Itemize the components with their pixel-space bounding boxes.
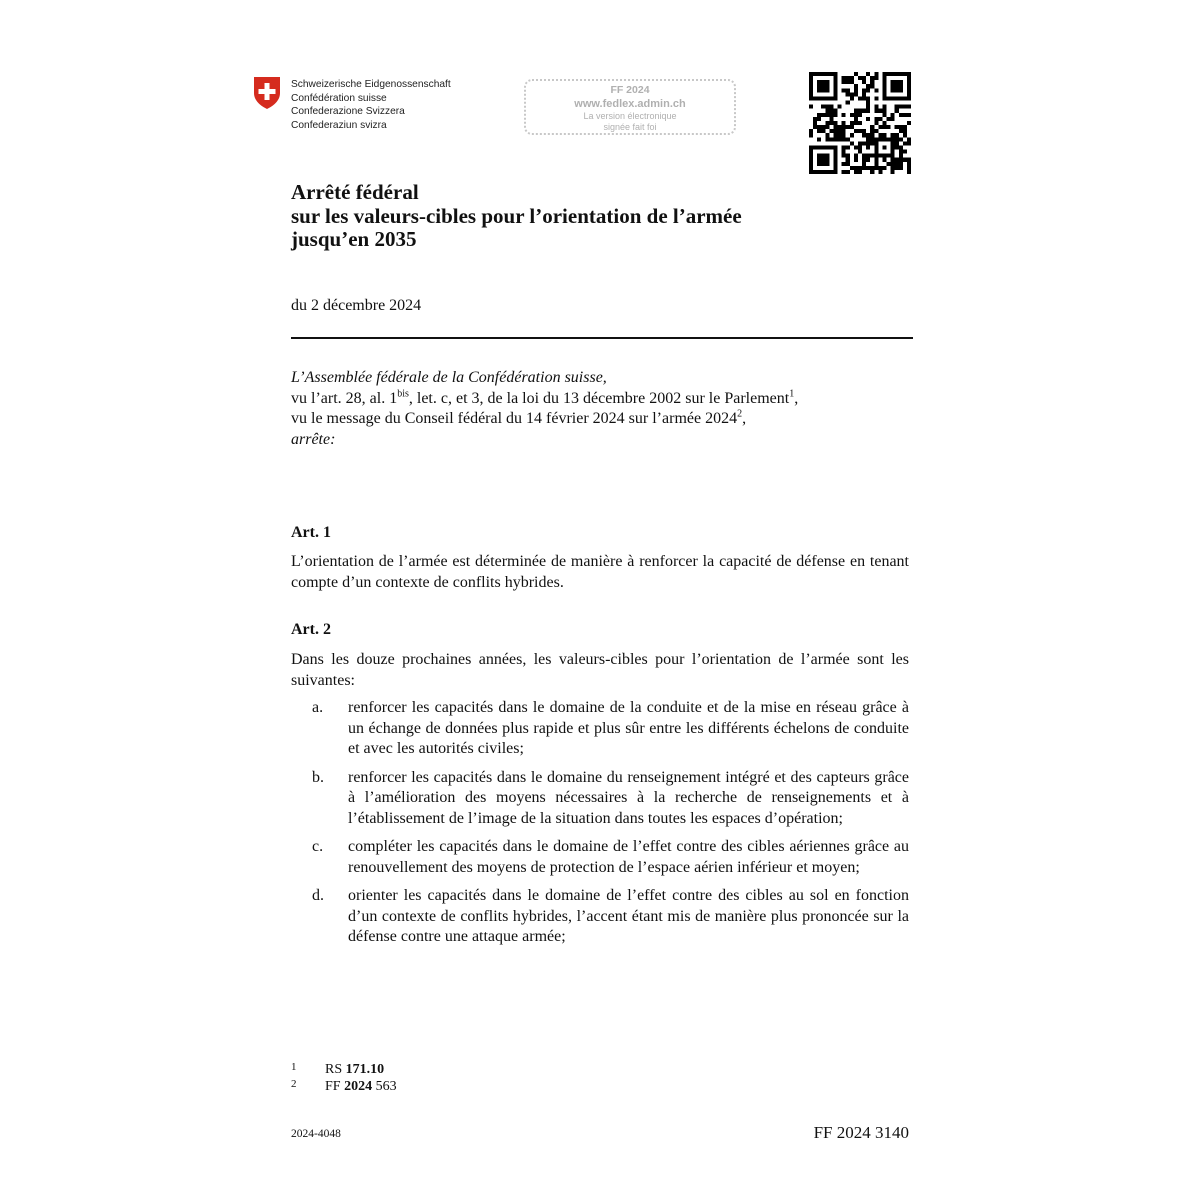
- document-number: 2024-4048: [291, 1128, 341, 1140]
- page-reference: FF 2024 3140: [813, 1123, 909, 1142]
- list-item-text: compléter les capacités dans le domaine de l’effet contre des cibles aériennes grâce au renouvellement des moyens de protection de l’espace aérien inférieur et moyen;: [348, 838, 909, 876]
- qr-code-icon: [809, 72, 911, 174]
- electronic-signature-stamp: [524, 79, 736, 135]
- document-title: [291, 181, 931, 252]
- stamp-line-2: www.fedlex.admin.ch: [574, 98, 686, 110]
- preamble-vu-2: [291, 409, 913, 430]
- preamble-vu-1: [291, 389, 913, 410]
- title-line-2: sur les valeurs-cibles pour l’orientation de l’armée: [291, 203, 742, 228]
- swiss-cross-shield-icon: [253, 76, 281, 110]
- list-item-text: renforcer les capacités dans le domaine du renseignement intégré et des capteurs grâce à l’amélioration des moyens nécessaires à la recherche de renseignements et à l’établissement de l’image de la situation dans toutes les espaces d’opération;: [348, 768, 909, 827]
- footnote-prefix: FF: [325, 1078, 345, 1094]
- federal-name-rm: Confederaziun svizra: [291, 119, 387, 131]
- federal-name-it: Confederazione Svizzera: [291, 106, 405, 117]
- vu2-text: vu le message du Conseil fédéral du 14 février 2024 sur l’armée 2024: [291, 410, 738, 427]
- article-2-intro: Dans les douze prochaines années, les valeurs-cibles pour l’orientation de l’armée sont les suivantes:: [291, 651, 909, 689]
- stamp-line-3: La version électronique: [583, 111, 677, 121]
- vu1-post: , let. c, et 3, de la loi du 13 décembre 2002 sur le Parlement: [408, 389, 790, 407]
- list-item-marker: d.: [312, 887, 324, 904]
- list-item-marker: a.: [312, 699, 324, 716]
- list-item-text: orienter les capacités dans le domaine de l’effet contre des cibles au sol en fonction d’un contexte de conflits hybrides, l’accent étant mis de manière plus prononcée sur la défense contre une attaque armée;: [348, 887, 909, 945]
- list-item-text: renforcer les capacités dans le domaine de la conduite et de la mise en réseau grâce à un échange de données plus rapide et plus sûr entre les différents échelons de conduite et avec les autorités civiles;: [348, 699, 909, 757]
- vu1-pre: vu l’art. 28, al. 1: [291, 389, 398, 407]
- federal-names: [291, 78, 451, 132]
- footnote-ref-2[interactable]: 2: [737, 408, 743, 420]
- federal-name-de: Schweizerische Eidgenossenschaft: [291, 79, 451, 90]
- document-date: du 2 décembre 2024: [291, 297, 422, 314]
- vu1-sup: bis: [397, 388, 409, 400]
- footnote-ref-1[interactable]: 1: [789, 388, 795, 400]
- list-item: [291, 837, 909, 878]
- footnote-suffix: 563: [372, 1078, 397, 1094]
- preamble: [291, 368, 913, 450]
- footnote-bold: 2024: [344, 1078, 373, 1094]
- footnote-number: 2: [291, 1077, 297, 1090]
- stamp-line-1: FF 2024: [610, 84, 650, 96]
- vu1-end: ,: [794, 389, 799, 407]
- list-item: [291, 698, 909, 760]
- title-line-1: Arrêté fédéral: [291, 180, 419, 204]
- article-2-heading: Art. 2: [291, 621, 331, 638]
- title-divider: [291, 337, 913, 339]
- title-line-3: jusqu’en 2035: [291, 227, 417, 251]
- footnotes: [291, 1062, 397, 1095]
- vu2-end: ,: [742, 410, 747, 427]
- list-item: [291, 768, 909, 830]
- preamble-decree: arrête:: [291, 430, 336, 448]
- preamble-intro: L’Assemblée fédérale de la Confédération suisse,: [291, 369, 607, 386]
- footnote: [291, 1062, 397, 1079]
- stamp-line-4: signée fait foi: [603, 122, 657, 132]
- footnote-prefix: RS: [325, 1062, 346, 1077]
- federal-name-fr: Confédération suisse: [291, 92, 387, 104]
- article-2-list: [291, 698, 909, 956]
- footnote-bold: 171.10: [345, 1062, 385, 1077]
- article-1-text: L’orientation de l’armée est déterminée de manière à renforcer la capacité de défense en tenant compte d’un contexte de conflits hybrides.: [291, 553, 909, 591]
- footnote-number: 1: [291, 1061, 297, 1073]
- article-1-heading: Art. 1: [291, 524, 331, 541]
- footnote: [291, 1079, 397, 1096]
- list-item: [291, 886, 909, 948]
- list-item-marker: b.: [312, 768, 324, 786]
- list-item-marker: c.: [312, 838, 324, 855]
